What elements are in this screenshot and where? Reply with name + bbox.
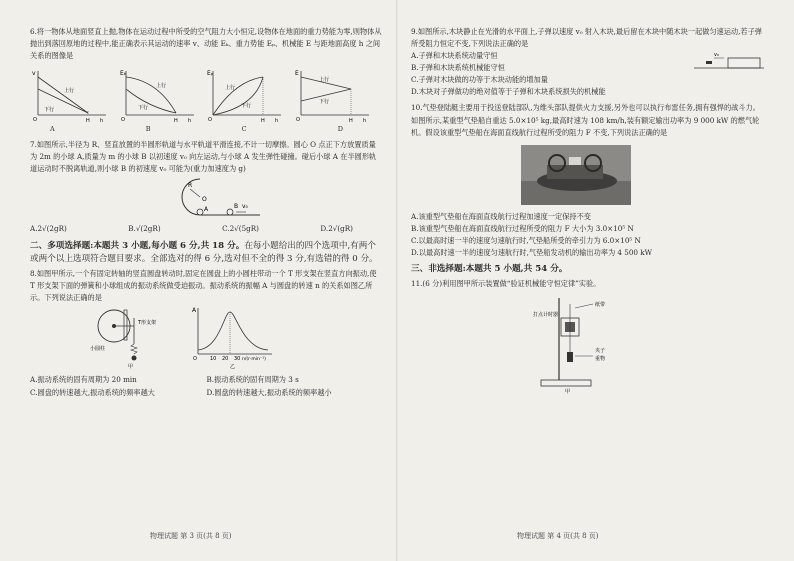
graph-b-up: 上行 xyxy=(155,82,166,89)
question-6 xyxy=(30,26,383,135)
q7-ball-a-label: A xyxy=(204,206,209,214)
graph-c xyxy=(205,67,285,123)
graph-d-h: h xyxy=(362,117,367,123)
q7-center-label: O xyxy=(202,196,207,204)
option-d-label: D xyxy=(337,124,343,133)
graph-d-down: 下行 xyxy=(318,98,329,105)
graph-b-down: 下行 xyxy=(137,104,148,111)
q8-option-b: B.振动系统的固有周期为 3 s xyxy=(206,375,299,385)
section-2-title: 二、多项选择题:本题共 3 小题,每小题 6 分,共 18 分。 xyxy=(30,240,245,251)
option-a-label: A xyxy=(50,124,55,133)
q7-option-c: C.2√(5gR) xyxy=(222,224,259,234)
graph-c-h: h xyxy=(275,117,279,123)
question-10-text: 10.气垫登陆艇主要用于投送登陆部队,为维头部队提供火力支援,另外也可以执行布雷任务,拥有强悍的战斗力。如图所示,某重型气垫船自重达 5.0×10⁵ kg,最高时速为 108 km/h,装有额定输出功率为 9 000 kW 的燃气轮机。假设该重型气垫船在海面直线航行过程所受的阻力 F 不变,下列说法正确的是 xyxy=(411,103,760,137)
q10-hovercraft-photo xyxy=(521,145,631,205)
question-8-text: 8.如图甲所示,一个有固定转轴的竖直圆盘转动时,固定在圆盘上的小圆柱带动一个 T 形支架在竖直方向振动,使 T 形支架下面的弹簧和小球组成的振动系统做受迫振动。振动系统的振幅 A 与圆盘的转速 n 的关系如图乙所示。下列说法正确的是 xyxy=(30,268,377,303)
q8-tick-20: 20 xyxy=(222,356,229,363)
q8-option-d: D.圆盘的转速越大,振动系统的频率越小 xyxy=(206,388,332,398)
question-6-graphs xyxy=(30,67,383,123)
question-8-options xyxy=(30,373,383,399)
graph-d-up: 上行 xyxy=(318,76,329,83)
q11-weight-label: 重物 xyxy=(595,356,606,363)
graph-a xyxy=(30,67,110,123)
graph-c-H: H xyxy=(261,117,266,123)
option-b-label: B xyxy=(145,124,151,133)
q8-axis-a: A xyxy=(192,307,197,315)
graph-c-up: 上行 xyxy=(225,84,236,91)
q7-ball-b-label: B xyxy=(234,203,239,211)
graph-c-axis-label: Eₚ xyxy=(207,69,214,77)
graph-a-down: 下行 xyxy=(44,106,55,113)
q11-clip-label: 夹子 xyxy=(595,348,606,355)
question-11-text: 11.(6 分)利用图甲所示装置做“验证机械能守恒定律”实验。 xyxy=(411,279,601,289)
q9-velocity-label: v₀ xyxy=(714,52,719,59)
q8-figure-yi xyxy=(190,304,276,370)
graph-a-H: H xyxy=(86,117,90,123)
question-8 xyxy=(30,268,383,400)
question-7-figure xyxy=(160,175,280,221)
question-7 xyxy=(30,139,383,236)
question-10 xyxy=(411,102,766,259)
q7-velocity-label: v₀ xyxy=(242,203,248,211)
q11-tape-label: 纸带 xyxy=(595,302,606,309)
graph-a-up: 上行 xyxy=(64,87,75,94)
question-9 xyxy=(411,26,766,98)
q9-option-a: A.子弹和木块系统动量守恒 xyxy=(411,51,498,61)
q8-tframe-label: T形支架 xyxy=(138,320,157,327)
graph-d-axis-label: E xyxy=(294,69,299,77)
graph-b-h: h xyxy=(187,117,191,123)
graph-b xyxy=(118,67,198,123)
graph-c-origin: O xyxy=(208,116,213,123)
q7-option-b: B.√(2gR) xyxy=(128,224,161,234)
question-9-text: 9.如图所示,木块静止在光滑的水平面上,子弹以速度 v₀ 射入木块,最后留在木块中随木块一起做匀速运动,若子弹所受阻力恒定不变,下列说法正确的是 xyxy=(411,27,762,49)
graph-d-origin: O xyxy=(295,116,300,123)
page-4 xyxy=(397,0,794,561)
section-2-header xyxy=(30,240,383,266)
graph-a-h: h xyxy=(100,117,104,123)
q8-option-a: A.振动系统的固有周期为 20 min xyxy=(30,375,137,385)
q8-tick-10: 10 xyxy=(210,356,217,363)
q10-option-b: B.该重型气垫船在海面直线航行过程所受的阻力 F 大小为 3.0×10⁵ N xyxy=(411,224,634,234)
q9-figure xyxy=(694,48,764,72)
question-7-text: 7.如图所示,半径为 R、竖直放置的半圆形轨道与水平轨道平滑连接,不计一切摩擦。圆心 O 点正下方放置质量为 2m 的小球 A,质量为 m 的小球 B 以初速度 v₀ 向左运动,与小球 A 发生弹性碰撞。碰后小球 A 在半圆形轨道运动时不脱离轨道,则小球 B 的初速度 v₀ 可能为(重力加速度为 g) xyxy=(30,139,377,174)
q11-apparatus-figure xyxy=(531,294,641,394)
question-11 xyxy=(411,278,766,394)
graph-b-H: H xyxy=(173,117,178,123)
page-3-footer: 物理试题 第 3 页(共 8 页) xyxy=(150,532,232,540)
section-2-instructions: 在每小题给出的四个选项中,有两个或两个以上选项符合题目要求。全部选对的得 6 分,选对但不全的得 3 分,有选错的得 0 分。 xyxy=(30,240,378,264)
graph-a-origin: O xyxy=(33,116,37,123)
graph-b-axis-label: Eₖ xyxy=(119,69,127,77)
q11-timer-label: 打点计时器 xyxy=(533,312,559,319)
q8-cylinder-label: 小圆柱 xyxy=(90,346,106,353)
graph-c-down: 下行 xyxy=(241,102,252,109)
graph-d xyxy=(293,67,373,123)
q9-options-area xyxy=(411,50,766,98)
q7-radius-label: R xyxy=(188,182,193,190)
q10-option-d: D.以最高时速一半的速度匀速航行时,气垫船发动机的输出功率为 4 500 kW xyxy=(411,248,653,258)
question-8-figures xyxy=(90,304,383,370)
q10-option-c: C.以最高时速一半的速度匀速航行时,气垫船所受的牵引力为 6.0×10⁵ N xyxy=(411,236,641,246)
graph-b-origin: O xyxy=(120,116,125,123)
q9-option-c: C.子弹对木块做的功等于木块动能的增加量 xyxy=(411,75,548,85)
q7-option-d: D.2√(gR) xyxy=(320,224,353,234)
q8-fig-jia-caption: 甲 xyxy=(128,364,134,371)
q8-fig-yi-caption: 乙 xyxy=(230,364,236,371)
section-3-header: 三、非选择题:本题共 5 小题,共 54 分。 xyxy=(411,264,568,275)
q9-option-d: D.木块对子弹做功的绝对值等于子弹和木块系统损失的机械能 xyxy=(411,87,606,97)
q7-option-a: A.2√(2gR) xyxy=(30,224,67,234)
q8-tick-30: 30 xyxy=(234,356,241,363)
q11-fig-caption: 甲 xyxy=(565,389,571,395)
q9-option-b: B.子弹和木块系统机械能守恒 xyxy=(411,63,505,73)
page-4-footer: 物理试题 第 4 页(共 8 页) xyxy=(517,532,599,540)
graph-d-H: H xyxy=(348,117,353,123)
q8-axis-unit: n/(r·min⁻¹) xyxy=(242,357,266,363)
option-c-label: C xyxy=(241,124,247,133)
q8-origin: O xyxy=(193,356,197,363)
question-6-graph-labels xyxy=(30,123,383,135)
question-6-text: 6.将一物体从地面竖直上抛,物体在运动过程中所受的空气阻力大小恒定,设物体在地面的重力势能为零,则物体从抛出到落回原地的过程中,能正确表示其运动的速率 v、动能 Eₖ、重力势能 Eₚ、机械能 E 与距地面高度 h 之间关系的图像是 xyxy=(30,27,382,61)
q8-figure-jia xyxy=(90,304,170,370)
q8-option-c: C.圆盘的转速越大,振动系统的频率越大 xyxy=(30,388,155,398)
q10-option-a: A.该重型气垫船在海面直线航行过程加速度一定保持不变 xyxy=(411,212,591,222)
question-7-options xyxy=(30,223,383,235)
graph-a-axis-label: v xyxy=(32,69,36,77)
